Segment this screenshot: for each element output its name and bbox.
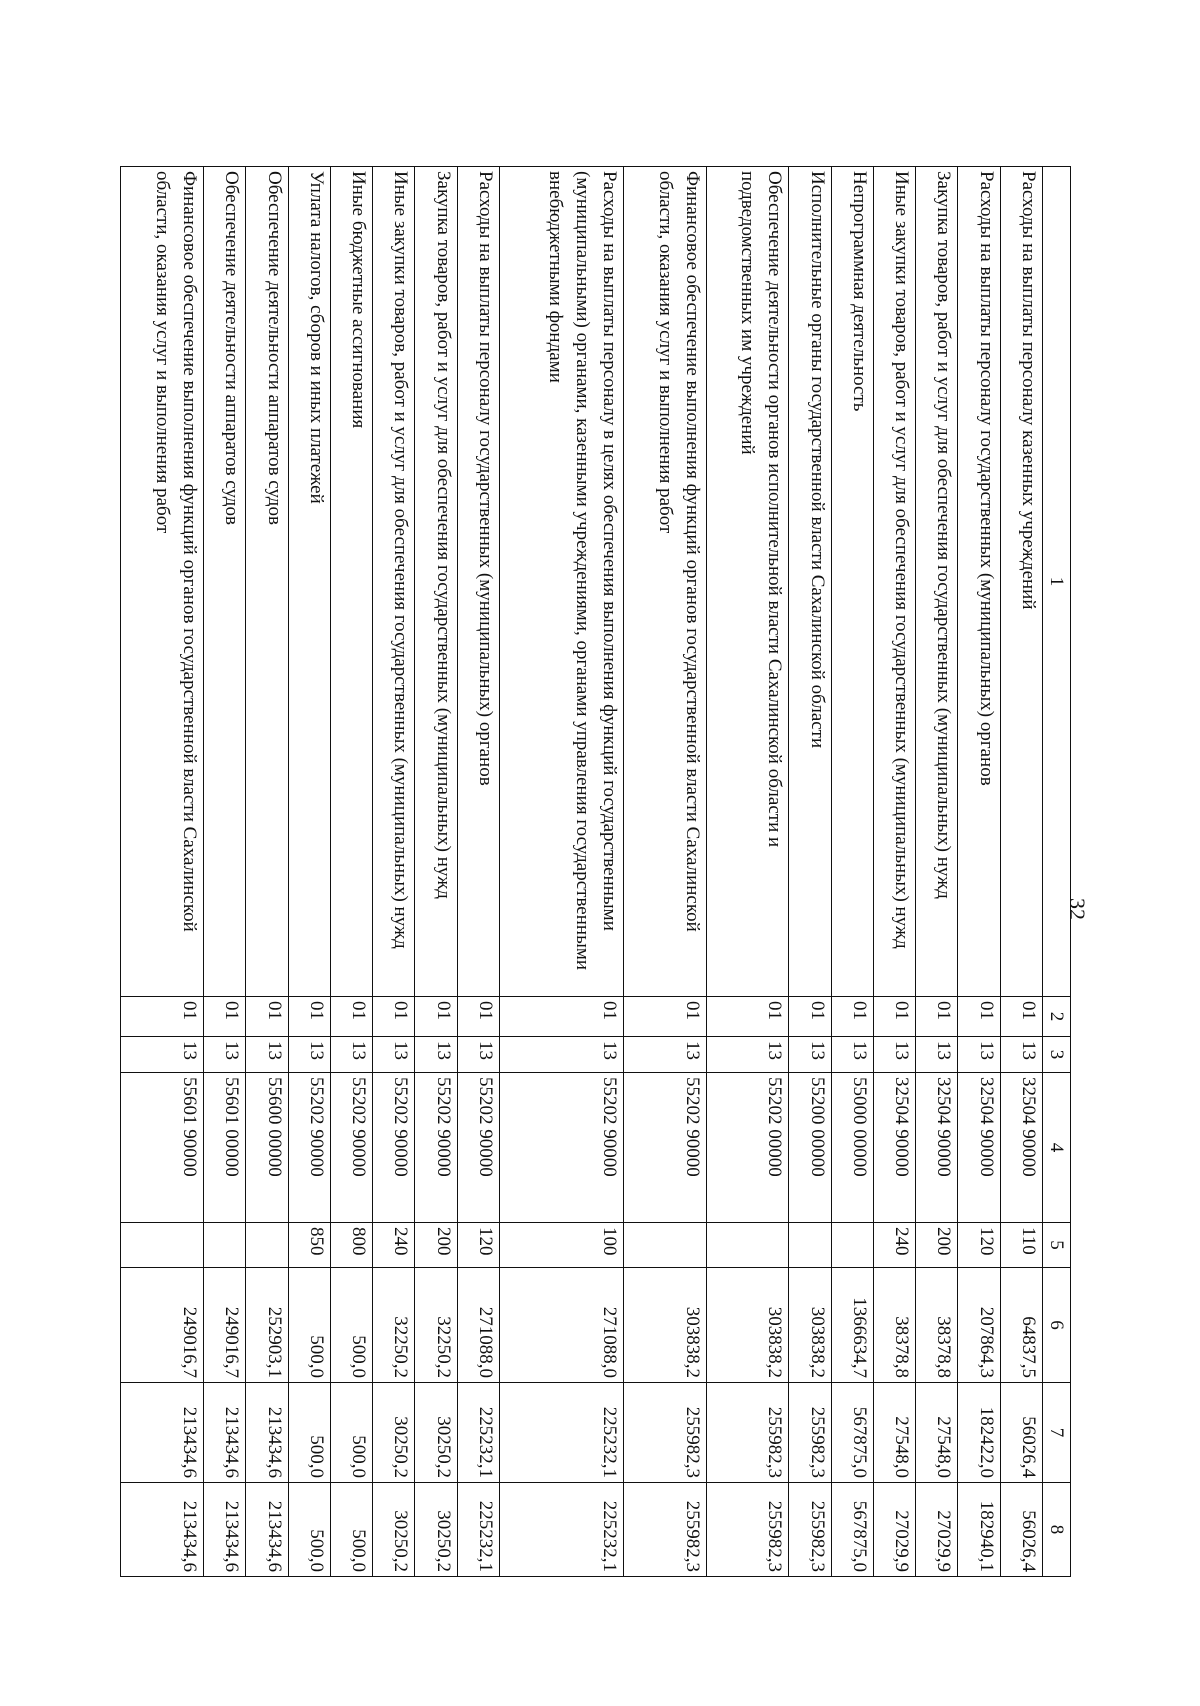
column-header: 7	[1043, 1383, 1071, 1483]
cell-amount-3: 56026,4	[1000, 1483, 1042, 1577]
column-header: 4	[1043, 1073, 1071, 1223]
cell-target-article: 55202 90000	[623, 1073, 706, 1223]
table-row	[706, 167, 789, 1577]
cell-subsection: 13	[499, 1037, 623, 1073]
cell-expense-type	[706, 1223, 789, 1268]
cell-section: 01	[288, 997, 330, 1037]
cell-expense-type: 120	[457, 1223, 499, 1268]
cell-amount-2: 213434,6	[204, 1383, 246, 1483]
cell-amount-3: 27029,9	[916, 1483, 958, 1577]
column-header: 3	[1043, 1037, 1071, 1073]
cell-amount-2: 500,0	[288, 1383, 330, 1483]
column-header: 2	[1043, 997, 1071, 1037]
cell-amount-1: 38378,8	[874, 1268, 916, 1383]
cell-expense-type: 850	[288, 1223, 330, 1268]
table-row	[457, 167, 499, 1577]
cell-amount-3: 213434,6	[246, 1483, 288, 1577]
cell-name: Финансовое обеспечение выполнения функций органов государственной власти Сахалинской области, оказания услуг и выполнения работ	[623, 167, 706, 997]
cell-name: Финансовое обеспечение выполнения функций органов государственной власти Сахалинской области, оказания услуг и выполнения работ	[121, 167, 204, 997]
page-number: 32	[1065, 898, 1090, 920]
cell-amount-2: 213434,6	[246, 1383, 288, 1483]
cell-target-article: 55601 90000	[121, 1073, 204, 1223]
cell-expense-type: 240	[373, 1223, 415, 1268]
cell-amount-2: 27548,0	[874, 1383, 916, 1483]
table-row	[958, 167, 1000, 1577]
cell-section: 01	[1000, 997, 1042, 1037]
cell-subsection: 13	[121, 1037, 204, 1073]
cell-target-article: 32504 90000	[1000, 1073, 1042, 1223]
cell-subsection: 13	[330, 1037, 372, 1073]
table-row	[373, 167, 415, 1577]
cell-amount-2: 255982,3	[789, 1383, 831, 1483]
cell-target-article: 32504 90000	[958, 1073, 1000, 1223]
cell-section: 01	[330, 997, 372, 1037]
table-row	[499, 167, 623, 1577]
table-row	[204, 167, 246, 1577]
cell-amount-3: 500,0	[330, 1483, 372, 1577]
cell-subsection: 13	[204, 1037, 246, 1073]
column-header: 1	[1043, 167, 1071, 997]
cell-amount-2: 213434,6	[121, 1383, 204, 1483]
cell-subsection: 13	[706, 1037, 789, 1073]
cell-subsection: 13	[1000, 1037, 1042, 1073]
cell-target-article: 55200 00000	[789, 1073, 831, 1223]
cell-name: Уплата налогов, сборов и иных платежей	[288, 167, 330, 997]
cell-amount-3: 255982,3	[789, 1483, 831, 1577]
cell-expense-type: 120	[958, 1223, 1000, 1268]
cell-name: Расходы на выплаты персоналу государственных (муниципальных) органов	[457, 167, 499, 997]
cell-section: 01	[831, 997, 873, 1037]
cell-name: Расходы на выплаты персоналу казенных учреждений	[1000, 167, 1042, 997]
cell-amount-1: 500,0	[330, 1268, 372, 1383]
cell-section: 01	[204, 997, 246, 1037]
cell-amount-1: 303838,2	[706, 1268, 789, 1383]
cell-amount-1: 500,0	[288, 1268, 330, 1383]
cell-amount-3: 225232,1	[457, 1483, 499, 1577]
cell-amount-1: 271088,0	[457, 1268, 499, 1383]
budget-table-container	[120, 166, 1071, 1576]
cell-target-article: 55202 90000	[288, 1073, 330, 1223]
cell-amount-3: 225232,1	[499, 1483, 623, 1577]
cell-amount-1: 249016,7	[204, 1268, 246, 1383]
cell-target-article: 32504 90000	[874, 1073, 916, 1223]
cell-expense-type	[246, 1223, 288, 1268]
cell-expense-type: 240	[874, 1223, 916, 1268]
cell-amount-2: 567875,0	[831, 1383, 873, 1483]
cell-subsection: 13	[874, 1037, 916, 1073]
column-header: 5	[1043, 1223, 1071, 1268]
cell-subsection: 13	[623, 1037, 706, 1073]
cell-amount-3: 30250,2	[373, 1483, 415, 1577]
cell-expense-type: 200	[415, 1223, 457, 1268]
table-row	[288, 167, 330, 1577]
cell-target-article: 55000 00000	[831, 1073, 873, 1223]
cell-amount-2: 255982,3	[706, 1383, 789, 1483]
cell-amount-3: 255982,3	[623, 1483, 706, 1577]
cell-section: 01	[874, 997, 916, 1037]
cell-amount-2: 255982,3	[623, 1383, 706, 1483]
cell-section: 01	[246, 997, 288, 1037]
cell-expense-type: 100	[499, 1223, 623, 1268]
cell-name: Закупка товаров, работ и услуг для обеспечения государственных (муниципальных) нужд	[415, 167, 457, 997]
cell-expense-type	[121, 1223, 204, 1268]
cell-amount-3: 30250,2	[415, 1483, 457, 1577]
cell-name: Исполнительные органы государственной власти Сахалинской области	[789, 167, 831, 997]
cell-expense-type	[831, 1223, 873, 1268]
cell-name: Иные закупки товаров, работ и услуг для обеспечения государственных (муниципальных) нужд	[373, 167, 415, 997]
cell-amount-3: 213434,6	[121, 1483, 204, 1577]
cell-expense-type	[623, 1223, 706, 1268]
cell-expense-type	[789, 1223, 831, 1268]
cell-section: 01	[623, 997, 706, 1037]
cell-name: Обеспечение деятельности органов исполнительной власти Сахалинской области и подведомственных им учреждений	[706, 167, 789, 997]
cell-amount-1: 32250,2	[415, 1268, 457, 1383]
cell-amount-1: 249016,7	[121, 1268, 204, 1383]
cell-subsection: 13	[415, 1037, 457, 1073]
cell-section: 01	[958, 997, 1000, 1037]
cell-amount-1: 32250,2	[373, 1268, 415, 1383]
table-row	[121, 167, 204, 1577]
cell-target-article: 55601 00000	[204, 1073, 246, 1223]
cell-name: Закупка товаров, работ и услуг для обеспечения государственных (муниципальных) нужд	[916, 167, 958, 997]
cell-subsection: 13	[958, 1037, 1000, 1073]
cell-section: 01	[706, 997, 789, 1037]
cell-amount-2: 225232,1	[499, 1383, 623, 1483]
cell-amount-2: 182422,0	[958, 1383, 1000, 1483]
table-header-row	[1043, 167, 1071, 1577]
cell-amount-2: 500,0	[330, 1383, 372, 1483]
cell-section: 01	[373, 997, 415, 1037]
cell-amount-1: 303838,2	[789, 1268, 831, 1383]
column-header: 6	[1043, 1268, 1071, 1383]
cell-amount-2: 27548,0	[916, 1383, 958, 1483]
cell-subsection: 13	[916, 1037, 958, 1073]
cell-name: Расходы на выплаты персоналу государственных (муниципальных) органов	[958, 167, 1000, 997]
cell-subsection: 13	[457, 1037, 499, 1073]
cell-subsection: 13	[288, 1037, 330, 1073]
cell-name: Иные закупки товаров, работ и услуг для обеспечения государственных (муниципальных) нужд	[874, 167, 916, 997]
cell-amount-3: 255982,3	[706, 1483, 789, 1577]
cell-amount-3: 213434,6	[204, 1483, 246, 1577]
cell-target-article: 55202 90000	[330, 1073, 372, 1223]
table-row	[831, 167, 873, 1577]
cell-amount-2: 30250,2	[415, 1383, 457, 1483]
cell-expense-type: 110	[1000, 1223, 1042, 1268]
cell-target-article: 55202 90000	[415, 1073, 457, 1223]
table-row	[623, 167, 706, 1577]
cell-target-article: 55202 90000	[373, 1073, 415, 1223]
cell-section: 01	[415, 997, 457, 1037]
table-row	[415, 167, 457, 1577]
table-row	[246, 167, 288, 1577]
cell-expense-type	[204, 1223, 246, 1268]
cell-amount-1: 207864,3	[958, 1268, 1000, 1383]
table-row	[874, 167, 916, 1577]
cell-name: Иные бюджетные ассигнования	[330, 167, 372, 997]
table-row	[1000, 167, 1042, 1577]
cell-expense-type: 200	[916, 1223, 958, 1268]
cell-subsection: 13	[831, 1037, 873, 1073]
cell-section: 01	[499, 997, 623, 1037]
cell-amount-2: 30250,2	[373, 1383, 415, 1483]
cell-amount-3: 500,0	[288, 1483, 330, 1577]
cell-expense-type: 800	[330, 1223, 372, 1268]
cell-target-article: 55202 90000	[499, 1073, 623, 1223]
cell-name: Расходы на выплаты персоналу в целях обеспечения выполнения функций государственными (муниципальными) органами, казенными учреждениями, органами управления государственными внебюджетными фондами	[499, 167, 623, 997]
cell-amount-1: 271088,0	[499, 1268, 623, 1383]
budget-table	[120, 166, 1071, 1577]
cell-amount-1: 38378,8	[916, 1268, 958, 1383]
cell-amount-1: 64837,5	[1000, 1268, 1042, 1383]
column-header: 8	[1043, 1483, 1071, 1577]
cell-amount-3: 27029,9	[874, 1483, 916, 1577]
table-row	[330, 167, 372, 1577]
cell-amount-1: 1366634,7	[831, 1268, 873, 1383]
cell-amount-2: 56026,4	[1000, 1383, 1042, 1483]
cell-section: 01	[121, 997, 204, 1037]
cell-amount-1: 252903,1	[246, 1268, 288, 1383]
cell-target-article: 32504 90000	[916, 1073, 958, 1223]
table-row	[916, 167, 958, 1577]
cell-amount-2: 225232,1	[457, 1383, 499, 1483]
cell-amount-3: 567875,0	[831, 1483, 873, 1577]
table-row	[789, 167, 831, 1577]
cell-amount-3: 182940,1	[958, 1483, 1000, 1577]
cell-section: 01	[457, 997, 499, 1037]
cell-target-article: 55600 00000	[246, 1073, 288, 1223]
cell-section: 01	[789, 997, 831, 1037]
cell-subsection: 13	[246, 1037, 288, 1073]
cell-target-article: 55202 90000	[457, 1073, 499, 1223]
cell-amount-1: 303838,2	[623, 1268, 706, 1383]
cell-subsection: 13	[373, 1037, 415, 1073]
cell-subsection: 13	[789, 1037, 831, 1073]
cell-name: Обеспечение деятельности аппаратов судов	[204, 167, 246, 997]
cell-target-article: 55202 00000	[706, 1073, 789, 1223]
cell-name: Непрограммная деятельность	[831, 167, 873, 997]
cell-section: 01	[916, 997, 958, 1037]
cell-name: Обеспечение деятельности аппаратов судов	[246, 167, 288, 997]
